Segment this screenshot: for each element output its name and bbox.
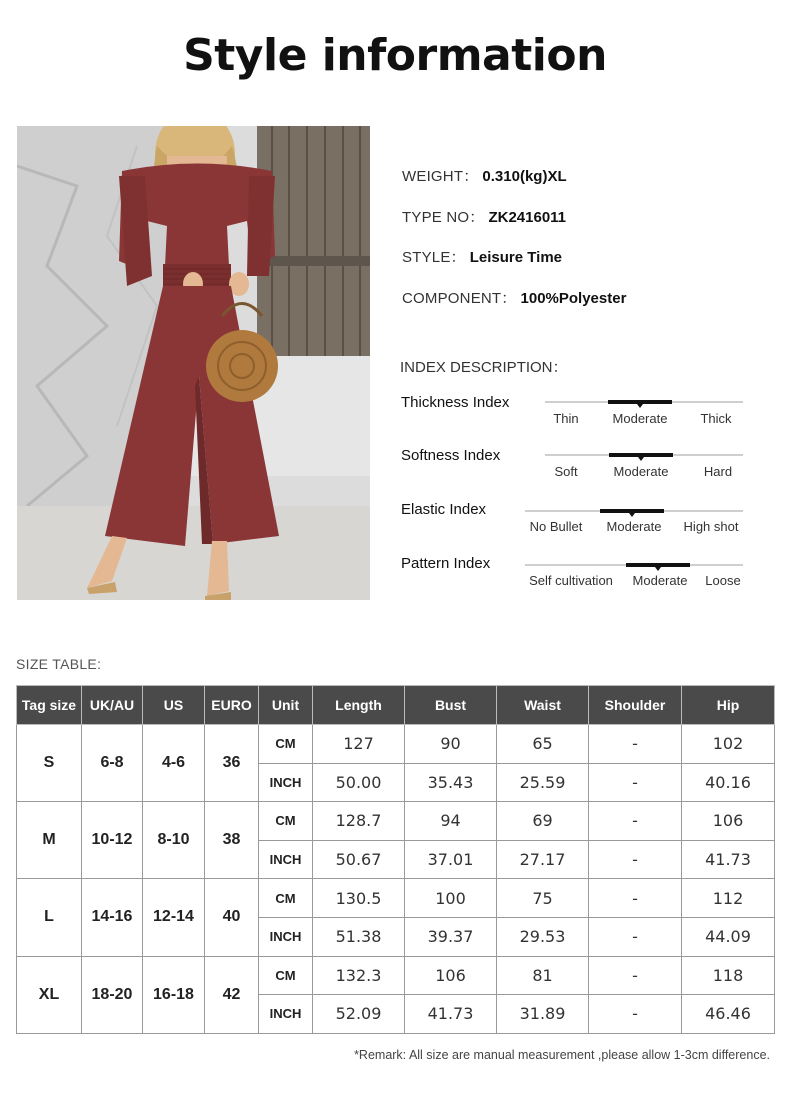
weight-value: 0.310(kg)XL	[482, 168, 567, 185]
header-unit: Unit	[259, 686, 313, 725]
shoulder-cell: -	[589, 725, 682, 764]
length-cell: 128.7	[313, 802, 405, 841]
index-option: Moderate	[606, 519, 662, 534]
index-label: Thickness Index	[401, 394, 510, 411]
uk-au-cell: 14-16	[82, 879, 143, 956]
type-label: TYPE NO：	[402, 209, 485, 226]
index-label: Pattern Index	[401, 555, 491, 572]
bust-cell: 35.43	[405, 763, 497, 802]
bust-cell: 37.01	[405, 840, 497, 879]
unit-cell: INCH	[259, 917, 313, 956]
unit-cell: CM	[259, 802, 313, 841]
index-label: Elastic Index	[401, 501, 487, 518]
tag-size-cell: XL	[17, 956, 82, 1033]
header-us: US	[143, 686, 205, 725]
table-row	[17, 879, 775, 918]
hip-cell: 41.73	[682, 840, 775, 879]
waist-cell: 75	[497, 879, 589, 918]
length-cell: 52.09	[313, 995, 405, 1034]
size-table	[16, 685, 775, 1034]
component-value: 100%Polyester	[520, 290, 627, 307]
bust-cell: 106	[405, 956, 497, 995]
euro-cell: 38	[205, 802, 259, 879]
index-option: Loose	[705, 573, 741, 588]
tag-size-cell: S	[17, 725, 82, 802]
type-value: ZK2416011	[488, 209, 567, 226]
unit-cell: INCH	[259, 995, 313, 1034]
pattern-index	[401, 555, 746, 595]
hip-cell: 112	[682, 879, 775, 918]
euro-cell: 36	[205, 725, 259, 802]
shoulder-cell: -	[589, 763, 682, 802]
shoulder-cell: -	[589, 879, 682, 918]
us-cell: 4-6	[143, 725, 205, 802]
unit-cell: INCH	[259, 763, 313, 802]
us-cell: 12-14	[143, 879, 205, 956]
uk-au-cell: 10-12	[82, 802, 143, 879]
hip-cell: 46.46	[682, 995, 775, 1034]
length-cell: 132.3	[313, 956, 405, 995]
index-option: Moderate	[612, 411, 668, 426]
uk-au-cell: 18-20	[82, 956, 143, 1033]
style-row	[402, 246, 562, 267]
index-selected-marker	[600, 509, 664, 513]
index-option: Self cultivation	[529, 573, 613, 588]
type-row	[402, 206, 566, 227]
hip-cell: 44.09	[682, 917, 775, 956]
header-euro: EURO	[205, 686, 259, 725]
hip-cell: 40.16	[682, 763, 775, 802]
waist-cell: 27.17	[497, 840, 589, 879]
page-title: Style information	[183, 30, 607, 81]
shoulder-cell: -	[589, 956, 682, 995]
header-uk-au: UK/AU	[82, 686, 143, 725]
index-selected-marker	[626, 563, 690, 567]
header-tag-size: Tag size	[17, 686, 82, 725]
index-label: Softness Index	[401, 447, 501, 464]
euro-cell: 40	[205, 879, 259, 956]
shoulder-cell: -	[589, 802, 682, 841]
hip-cell: 118	[682, 956, 775, 995]
softness-index	[401, 447, 746, 487]
uk-au-cell: 6-8	[82, 725, 143, 802]
thickness-index	[401, 394, 746, 434]
index-option: Soft	[554, 464, 578, 479]
unit-cell: CM	[259, 956, 313, 995]
header-hip: Hip	[682, 686, 775, 725]
length-cell: 130.5	[313, 879, 405, 918]
unit-cell: CM	[259, 725, 313, 764]
elastic-index	[401, 501, 746, 541]
waist-cell: 69	[497, 802, 589, 841]
shoulder-cell: -	[589, 840, 682, 879]
index-option: Moderate	[632, 573, 688, 588]
header-waist: Waist	[497, 686, 589, 725]
component-label: COMPONENT：	[402, 290, 517, 307]
unit-cell: INCH	[259, 840, 313, 879]
header-shoulder: Shoulder	[589, 686, 682, 725]
header-length: Length	[313, 686, 405, 725]
table-header-row	[17, 686, 775, 725]
length-cell: 127	[313, 725, 405, 764]
length-cell: 50.00	[313, 763, 405, 802]
index-option: Thin	[553, 411, 579, 426]
style-value: Leisure Time	[469, 249, 562, 266]
tag-size-cell: L	[17, 879, 82, 956]
size-table-heading: SIZE TABLE:	[16, 656, 102, 672]
remark-note: *Remark: All size are manual measurement ,please allow 1-3cm difference.	[354, 1048, 770, 1062]
us-cell: 8-10	[143, 802, 205, 879]
index-option: High shot	[683, 519, 739, 534]
waist-cell: 81	[497, 956, 589, 995]
index-selected-marker	[609, 453, 673, 457]
index-description-heading: INDEX DESCRIPTION：	[400, 359, 568, 376]
us-cell: 16-18	[143, 956, 205, 1033]
index-option: Hard	[703, 464, 733, 479]
bust-cell: 100	[405, 879, 497, 918]
length-cell: 51.38	[313, 917, 405, 956]
index-selected-marker	[608, 400, 672, 404]
component-row	[402, 287, 626, 308]
index-option: Moderate	[613, 464, 669, 479]
table-row	[17, 956, 775, 995]
waist-cell: 65	[497, 725, 589, 764]
unit-cell: CM	[259, 879, 313, 918]
bust-cell: 39.37	[405, 917, 497, 956]
header-bust: Bust	[405, 686, 497, 725]
shoulder-cell: -	[589, 917, 682, 956]
weight-label: WEIGHT：	[402, 168, 479, 185]
tag-size-cell: M	[17, 802, 82, 879]
hip-cell: 106	[682, 802, 775, 841]
table-row	[17, 802, 775, 841]
waist-cell: 25.59	[497, 763, 589, 802]
waist-cell: 31.89	[497, 995, 589, 1034]
bust-cell: 90	[405, 725, 497, 764]
bust-cell: 41.73	[405, 995, 497, 1034]
length-cell: 50.67	[313, 840, 405, 879]
index-option: Thick	[700, 411, 732, 426]
weight-row	[402, 165, 567, 186]
table-row	[17, 725, 775, 764]
bust-cell: 94	[405, 802, 497, 841]
index-option: No Bullet	[529, 519, 583, 534]
style-label: STYLE：	[402, 249, 466, 266]
product-photo	[17, 126, 370, 600]
euro-cell: 42	[205, 956, 259, 1033]
shoulder-cell: -	[589, 995, 682, 1034]
waist-cell: 29.53	[497, 917, 589, 956]
hip-cell: 102	[682, 725, 775, 764]
